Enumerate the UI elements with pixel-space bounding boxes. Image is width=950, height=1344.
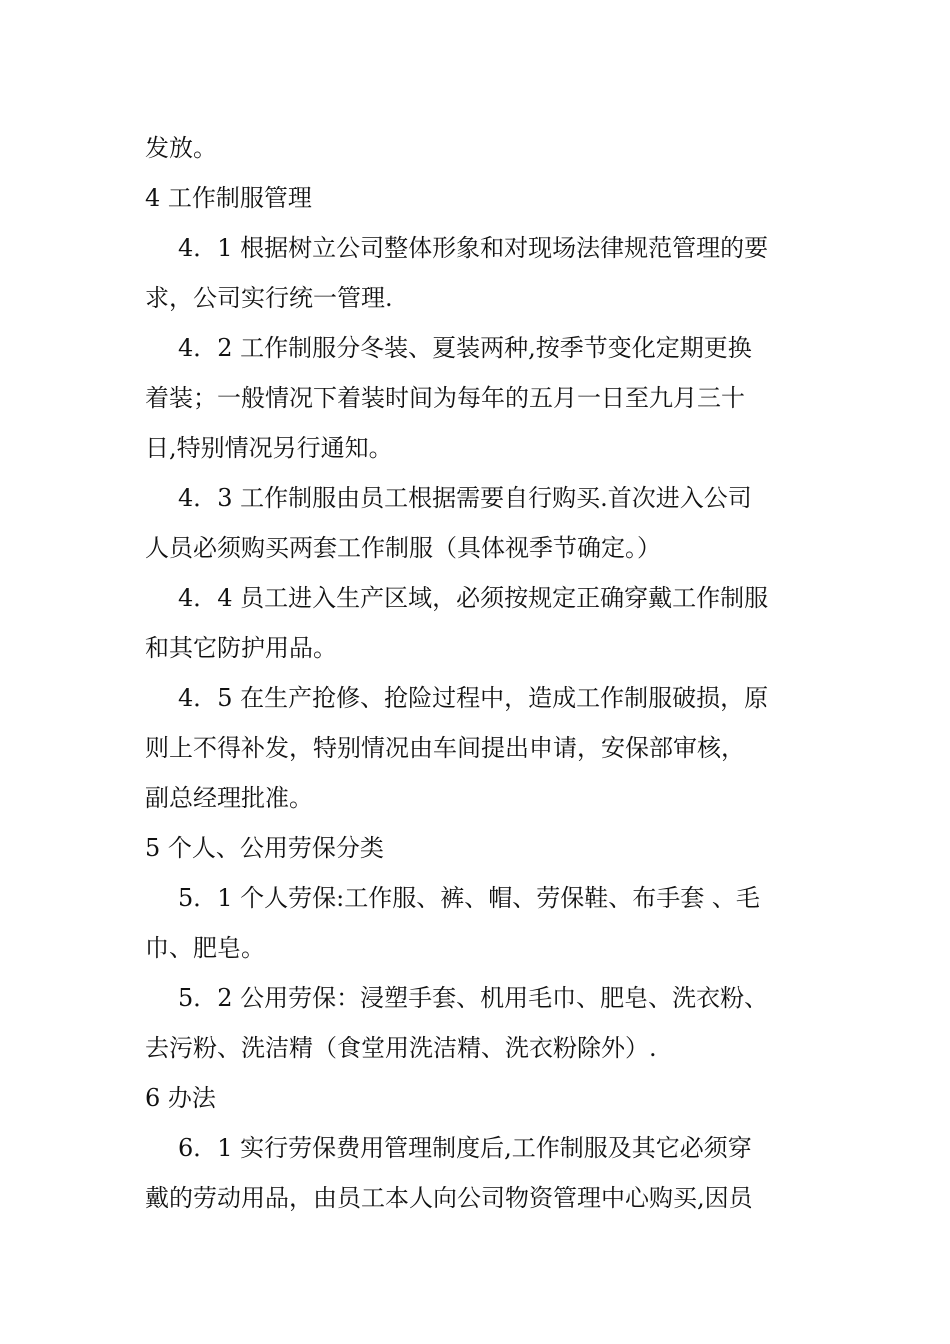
text-line: 巾、肥皂。 (145, 934, 265, 962)
text-line: 和其它防护用品。 (145, 634, 337, 662)
clause-line: 6．1 实行劳保费用管理制度后,工作制服及其它必须穿 (178, 1134, 752, 1162)
text-line: 发放。 (145, 134, 217, 162)
text-line: 着装；一般情况下着装时间为每年的五月一日至九月三十 (145, 384, 745, 412)
section-heading: 4 工作制服管理 (145, 184, 312, 212)
text-line: 求，公司实行统一管理. (145, 284, 393, 312)
text-line: 日,特别情况另行通知。 (145, 434, 393, 462)
clause-line: 4．1 根据树立公司整体形象和对现场法律规范管理的要 (178, 234, 769, 262)
clause-line: 4．5 在生产抢修、抢险过程中，造成工作制服破损，原 (178, 684, 769, 712)
clause-line: 5．1 个人劳保:工作服、裤、帽、劳保鞋、布手套 、毛 (178, 884, 760, 912)
text-line: 去污粉、洗洁精（食堂用洗洁精、洗衣粉除外）. (145, 1034, 657, 1062)
clause-line: 4．4 员工进入生产区域，必须按规定正确穿戴工作制服 (178, 584, 769, 612)
section-heading: 6 办法 (145, 1084, 216, 1112)
text-line: 人员必须购买两套工作制服（具体视季节确定。） (145, 534, 661, 562)
clause-line: 5．2 公用劳保：浸塑手套、机用毛巾、肥皂、洗衣粉、 (178, 984, 769, 1012)
clause-line: 4．3 工作制服由员工根据需要自行购买.首次进入公司 (178, 484, 752, 512)
clause-line: 4．2 工作制服分冬装、夏装两种,按季节变化定期更换 (178, 334, 752, 362)
text-line: 则上不得补发，特别情况由车间提出申请，安保部审核， (145, 734, 745, 762)
text-line: 戴的劳动用品，由员工本人向公司物资管理中心购买,因员 (145, 1184, 753, 1212)
section-heading: 5 个人、公用劳保分类 (145, 834, 384, 862)
text-line: 副总经理批准。 (145, 784, 313, 812)
